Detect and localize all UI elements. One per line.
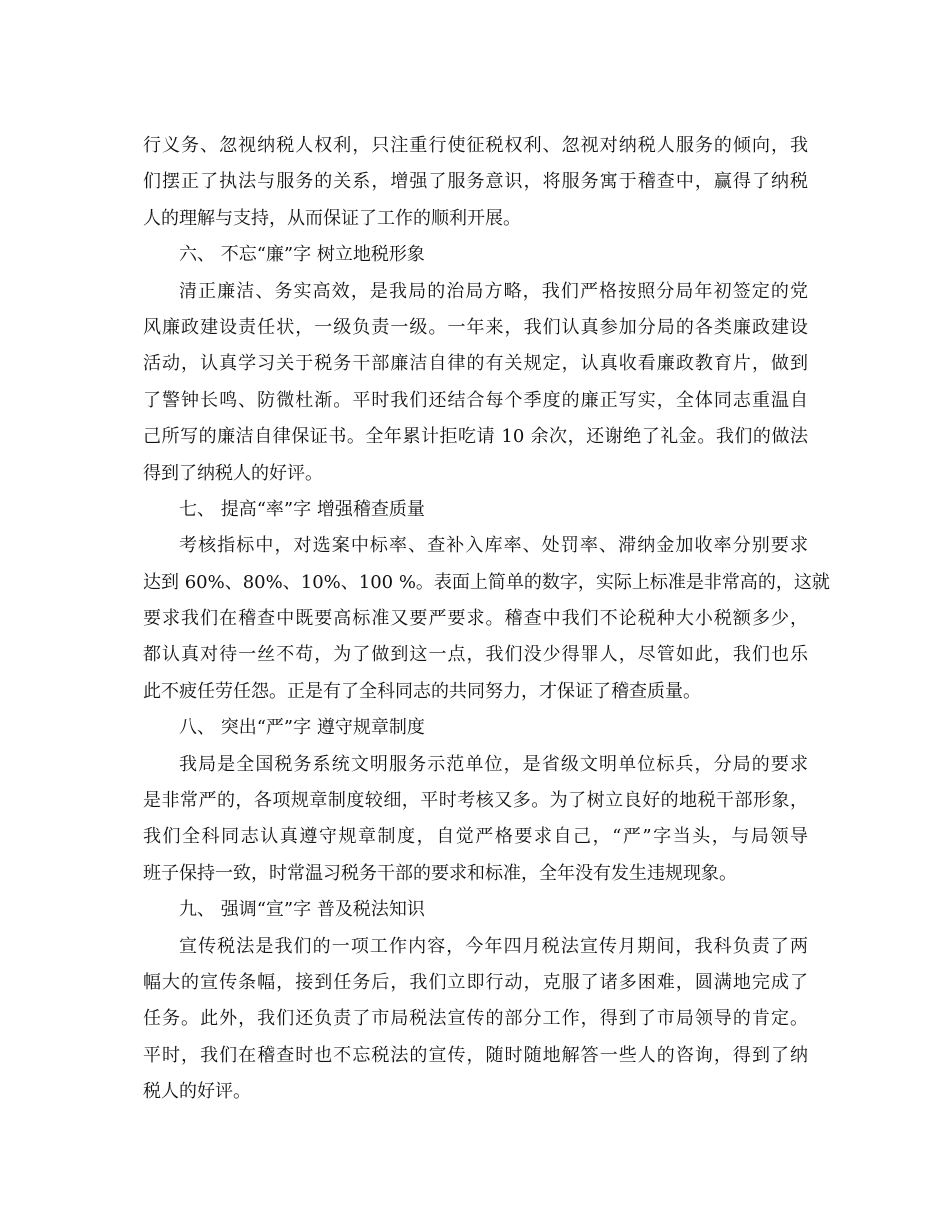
paragraph-line: 人的理解与支持，从而保证了工作的顺利开展。 [143, 207, 521, 229]
paragraph-line: 我们全科同志认真遵守规章制度，自觉严格要求自己，“严”字当头，与局领导 [143, 826, 808, 848]
paragraph-line: 活动，认真学习关于税务干部廉洁自律的有关规定，认真收看廉政教育片，做到 [143, 353, 808, 375]
paragraph-line: 任务。此外，我们还负责了市局税法宣传的部分工作，得到了市局领导的肯定。 [143, 1008, 808, 1030]
paragraph-line: 平时，我们在稽查时也不忘税法的宣传，随时随地解答一些人的咨询，得到了纳 [143, 1044, 808, 1066]
paragraph-line: 是非常严的，各项规章制度较细，平时考核又多。为了树立良好的地税干部形象， [143, 790, 808, 812]
paragraph-line: 考核指标中，对选案中标率、查补入库率、处罚率、滞纳金加收率分别要求 [179, 535, 808, 557]
paragraph-line: 了警钟长鸣、防微杜渐。平时我们还结合每个季度的廉正写实，全体同志重温自 [143, 389, 808, 411]
paragraph-line: 达到 60%、80%、10%、100 %。表面上简单的数字，实际上标准是非常高的，这就 [143, 571, 830, 593]
paragraph-line: 税人的好评。 [143, 1081, 251, 1103]
paragraph-line: 我局是全国税务系统文明服务示范单位，是省级文明单位标兵，分局的要求 [179, 753, 808, 775]
section-heading: 八、 突出“严”字 遵守规章制度 [179, 717, 425, 739]
paragraph-line: 清正廉洁、务实高效，是我局的治局方略，我们严格按照分局年初签定的党 [179, 280, 808, 302]
document-body [143, 128, 830, 1111]
paragraph-line: 得到了纳税人的好评。 [143, 462, 323, 484]
paragraph-line: 己所写的廉洁自律保证书。全年累计拒吃请 10 余次，还谢绝了礼金。我们的做法 [143, 426, 808, 448]
section-heading: 七、 提高“率”字 增强稽查质量 [179, 498, 425, 520]
paragraph-line: 风廉政建设责任状，一级负责一级。一年来，我们认真参加分局的各类廉政建设 [143, 316, 808, 338]
paragraph-line: 都认真对待一丝不苟，为了做到这一点，我们没少得罪人，尽管如此，我们也乐 [143, 644, 808, 666]
paragraph-line: 班子保持一致，时常温习税务干部的要求和标准，全年没有发生违规现象。 [143, 862, 737, 884]
section-heading: 九、 强调“宣”字 普及税法知识 [179, 899, 425, 921]
paragraph-line: 幅大的宣传条幅，接到任务后，我们立即行动，克服了诸多困难，圆满地完成了 [143, 971, 808, 993]
section-heading: 六、 不忘“廉”字 树立地税形象 [179, 244, 425, 266]
paragraph-line: 要求我们在稽查中既要高标准又要严要求。稽查中我们不论税种大小税额多少， [143, 608, 808, 630]
paragraph-line: 们摆正了执法与服务的关系，增强了服务意识，将服务寓于稽查中，赢得了纳税 [143, 171, 808, 193]
paragraph-line: 宣传税法是我们的一项工作内容，今年四月税法宣传月期间，我科负责了两 [179, 935, 808, 957]
paragraph-line: 行义务、忽视纳税人权利，只注重行使征税权利、忽视对纳税人服务的倾向，我 [143, 135, 808, 156]
paragraph-line: 此不疲任劳任怨。正是有了全科同志的共同努力，才保证了稽查质量。 [143, 680, 701, 702]
